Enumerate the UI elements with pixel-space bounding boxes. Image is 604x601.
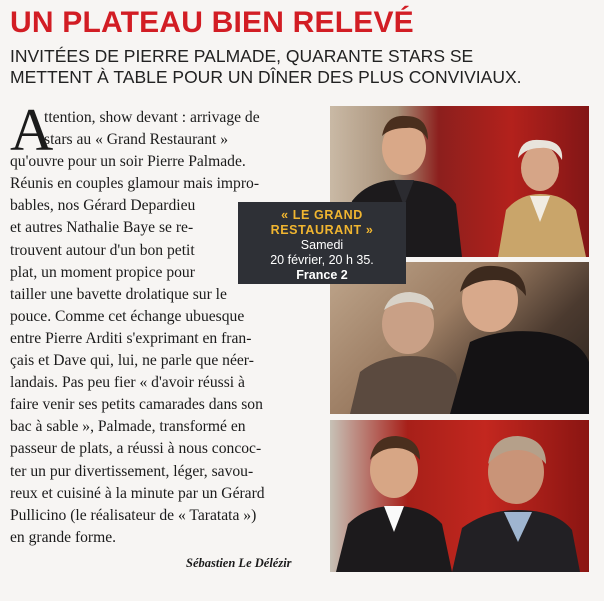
drop-cap: A <box>10 97 54 163</box>
body-line: reux et cuisiné à la minute par un Gérard <box>10 484 265 502</box>
body-line: trouvent autour d'un bon petit <box>10 241 195 259</box>
body-line: bables, nos Gérard Depardieu <box>10 197 196 215</box>
show-title-line: RESTAURANT » <box>270 223 374 237</box>
body-line: Réunis en couples glamour mais impro- <box>10 175 260 193</box>
subtitle <box>10 46 600 88</box>
photo-illustration <box>330 262 589 414</box>
body-line: landais. Pas peu fier « d'avoir réussi à <box>10 374 245 392</box>
body-line: entre Pierre Arditi s'exprimant en fran- <box>10 329 252 347</box>
body-line: tailler une bavette drolatique sur le <box>10 285 227 303</box>
broadcast-datetime: 20 février, 20 h 35. <box>270 253 374 267</box>
broadcast-channel: France 2 <box>296 268 348 282</box>
body-line: et autres Nathalie Baye se re- <box>10 219 194 237</box>
article-body <box>10 107 310 549</box>
body-line: qu'ouvre pour un soir Pierre Palmade. <box>10 153 246 171</box>
body-line: pouce. Comme cet échange ubuesque <box>10 307 245 325</box>
photo-arditi-and-palmade <box>330 262 589 414</box>
author-byline: Sébastien Le Délézir <box>186 556 292 570</box>
body-line: passeur de plats, a réussi à nous concoc- <box>10 440 262 458</box>
body-line: stars au « Grand Restaurant » <box>44 131 229 149</box>
headline: UN PLATEAU BIEN RELEVÉ <box>10 6 414 39</box>
subtitle-line: METTENT À TABLE POUR UN DÎNER DES PLUS CONVIVIAUX. <box>10 67 522 87</box>
photo-illustration <box>330 420 589 572</box>
body-line: en grande forme. <box>10 528 117 546</box>
photo-palmade-and-depardieu <box>330 420 589 572</box>
subtitle-line: INVITÉES DE PIERRE PALMADE, QUARANTE STARS SE <box>10 46 474 66</box>
tv-schedule-badge <box>238 202 406 284</box>
broadcast-day: Samedi <box>300 238 344 252</box>
body-line: çais et Dave qui, lui, ne parle que néer- <box>10 352 254 370</box>
body-line: faire venir ses petits camarades dans son <box>10 396 263 414</box>
body-line: plat, un moment propice pour <box>10 263 195 281</box>
body-line: ttention, show devant : arrivage de <box>44 109 260 126</box>
show-title-line: « LE GRAND <box>281 208 363 222</box>
body-line: ter un pur divertissement, léger, savou- <box>10 462 254 480</box>
body-line: bac à sable », Palmade, transformé en <box>10 418 246 436</box>
body-line: Pullicino (le réalisateur de « Taratata ») <box>10 506 257 524</box>
